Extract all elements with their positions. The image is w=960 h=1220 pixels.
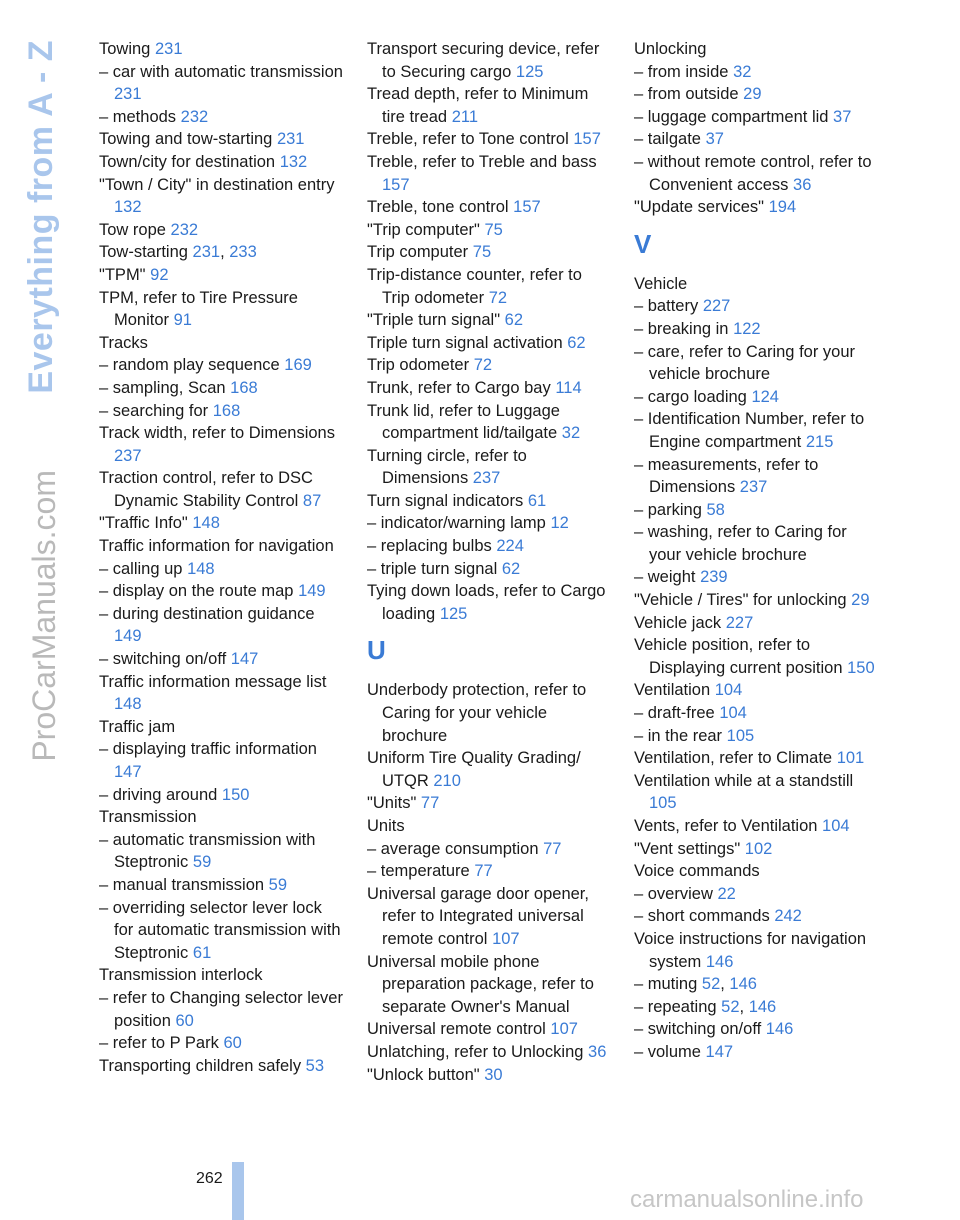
index-entry bbox=[99, 467, 344, 512]
page-ref-link[interactable]: 77 bbox=[420, 794, 440, 813]
entry-text: Uniform Tire Quality Grading/ UTQR bbox=[367, 749, 581, 790]
index-entry bbox=[367, 151, 612, 196]
page-ref-link[interactable]: 92 bbox=[150, 265, 169, 284]
entry-text: – muting bbox=[634, 975, 698, 994]
page-ref-link[interactable]: 125 bbox=[439, 604, 468, 623]
entry-text: – draft-free bbox=[634, 704, 715, 723]
entry-text: Towing bbox=[99, 40, 151, 58]
index-entry bbox=[99, 648, 344, 671]
page-ref-link[interactable]: 104 bbox=[822, 817, 850, 835]
page-ref-link[interactable]: 72 bbox=[473, 356, 493, 375]
entry-text: – from outside bbox=[634, 85, 739, 104]
page-ref-link[interactable]: 157 bbox=[382, 175, 410, 194]
page-ref-link[interactable]: 237 bbox=[739, 478, 768, 497]
index-entry bbox=[99, 512, 344, 535]
index-entry bbox=[367, 558, 612, 581]
page-ref-link[interactable]: 62 bbox=[504, 311, 524, 330]
index-entry bbox=[634, 566, 879, 589]
index-entry bbox=[99, 38, 344, 61]
entry-text: – from inside bbox=[634, 62, 729, 81]
page-ref-link[interactable]: 102 bbox=[744, 839, 773, 858]
page-ref-link[interactable]: 87 bbox=[302, 491, 322, 510]
entry-text: "Triple turn signal" bbox=[367, 311, 501, 330]
page-ref-link[interactable]: 59 bbox=[192, 853, 212, 872]
index-entry bbox=[99, 784, 344, 807]
page-ref-link[interactable]: 149 bbox=[114, 627, 142, 646]
entry-text: Town/city for destination bbox=[99, 152, 276, 171]
index-entry bbox=[367, 241, 612, 264]
index-entry bbox=[367, 128, 612, 151]
entry-text: – parking bbox=[634, 500, 702, 519]
page-ref-link[interactable]: 36 bbox=[588, 1042, 607, 1061]
index-entry bbox=[634, 589, 879, 612]
index-entry bbox=[99, 174, 344, 219]
page-ref-link[interactable]: 101 bbox=[836, 749, 865, 768]
entry-text: "Update services" bbox=[634, 198, 765, 217]
entry-text: – temperature bbox=[367, 862, 470, 881]
entry-text: Universal garage door opener, refer to Integrated universal remote control bbox=[367, 884, 589, 948]
entry-text: – care, refer to Caring for your vehicle brochure bbox=[634, 342, 856, 384]
page-ref-link[interactable]: 77 bbox=[474, 862, 493, 881]
entry-text: – switching on/off bbox=[634, 1020, 762, 1039]
page-ref-link[interactable]: 147 bbox=[705, 1042, 734, 1061]
entry-text: Vehicle jack bbox=[634, 613, 722, 632]
index-entry bbox=[99, 558, 344, 581]
page-ref-link[interactable]: 211 bbox=[451, 107, 479, 126]
entry-text: Tow-starting bbox=[99, 243, 188, 262]
entry-text: Underbody protection, refer to Caring for your vehicle brochure bbox=[367, 681, 587, 745]
page-ref-link[interactable]: 239 bbox=[700, 568, 728, 587]
entry-text: Traffic information for navigation bbox=[99, 537, 334, 556]
site-watermark: ProCarManuals.com bbox=[26, 470, 62, 762]
entry-text: – washing, refer to Caring for your vehicle brochure bbox=[634, 523, 847, 564]
entry-text: Turn signal indicators bbox=[367, 491, 524, 510]
entry-text: "Units" bbox=[367, 794, 417, 813]
index-entry bbox=[634, 725, 879, 748]
page-ref-link[interactable]: 62 bbox=[501, 559, 521, 578]
entry-text: – battery bbox=[634, 297, 699, 316]
page-ref-link[interactable]: 194 bbox=[768, 198, 797, 217]
page-ref-link[interactable]: 132 bbox=[279, 152, 308, 171]
page-ref-link[interactable]: 237 bbox=[472, 469, 501, 488]
page-ref-link[interactable]: 150 bbox=[847, 658, 875, 677]
index-entry bbox=[99, 987, 344, 1032]
index-entry bbox=[367, 535, 612, 558]
entry-text: Transmission bbox=[99, 808, 197, 827]
page-ref-link[interactable]: 37 bbox=[705, 130, 724, 149]
index-entry bbox=[99, 671, 344, 716]
index-entry bbox=[367, 1018, 612, 1041]
page-ref-link[interactable]: 169 bbox=[284, 356, 312, 375]
index-entry: Tow-starting 231, 233 bbox=[99, 243, 257, 262]
page-ref-link[interactable]: 29 bbox=[743, 85, 762, 104]
index-column-1 bbox=[99, 38, 344, 1077]
entry-text: – breaking in bbox=[634, 319, 729, 338]
page-ref-link[interactable]: 52 bbox=[721, 997, 740, 1016]
entry-text: Voice commands bbox=[634, 862, 760, 881]
index-entry bbox=[99, 874, 344, 897]
page-ref-link[interactable]: 224 bbox=[496, 537, 524, 556]
entry-text: "Vent settings" bbox=[634, 839, 741, 858]
page-ref-link[interactable]: 231 bbox=[154, 40, 183, 58]
page-ref-link[interactable]: 227 bbox=[725, 613, 754, 632]
page-ref-link[interactable]: 75 bbox=[484, 220, 503, 239]
index-entry: – muting 52, 146 bbox=[634, 975, 757, 994]
page-number: 262 bbox=[196, 1170, 223, 1187]
page-ref-link[interactable]: 37 bbox=[833, 107, 852, 126]
entry-text: – automatic transmission with Steptronic bbox=[99, 830, 316, 872]
entry-text: Track width, refer to Dimensions bbox=[99, 424, 335, 443]
page-ref-link[interactable]: 231 bbox=[276, 130, 305, 149]
page-ref-link[interactable]: 237 bbox=[114, 446, 142, 465]
page-ref-link[interactable]: 30 bbox=[484, 1065, 503, 1084]
entry-text: Vehicle position, refer to Displaying current position bbox=[634, 636, 843, 677]
index-entry bbox=[634, 499, 879, 522]
page-ref-link[interactable]: 104 bbox=[714, 681, 743, 700]
index-entry bbox=[634, 679, 879, 702]
page-ref-link[interactable]: 150 bbox=[221, 785, 250, 804]
entry-text: "Traffic Info" bbox=[99, 514, 188, 533]
page-ref-link[interactable]: 146 bbox=[729, 975, 757, 994]
index-entry bbox=[634, 815, 879, 838]
index-entry bbox=[99, 377, 344, 400]
index-entry bbox=[367, 219, 612, 242]
page-ref-link[interactable]: 77 bbox=[543, 839, 562, 858]
letter-heading: U bbox=[367, 635, 386, 666]
index-entry bbox=[367, 747, 612, 792]
index-entry bbox=[367, 860, 612, 883]
index-entry bbox=[634, 128, 879, 151]
index-entry bbox=[634, 928, 879, 973]
page-ref-link[interactable]: 233 bbox=[229, 243, 257, 262]
entry-text: – searching for bbox=[99, 401, 209, 420]
page-ref-link[interactable]: 132 bbox=[114, 198, 142, 217]
page-ref-link[interactable]: 157 bbox=[513, 198, 541, 217]
page-ref-link[interactable]: 107 bbox=[492, 929, 520, 948]
page-ref-link[interactable]: 242 bbox=[774, 907, 802, 926]
entry-text: Tracks bbox=[99, 333, 148, 352]
page-ref-link[interactable]: 149 bbox=[298, 582, 326, 601]
index-entry bbox=[634, 341, 879, 386]
entry-text: Treble, tone control bbox=[367, 198, 509, 217]
page-ref-link[interactable]: 168 bbox=[212, 401, 241, 420]
index-entry bbox=[99, 897, 344, 965]
page-ref-link[interactable]: 114 bbox=[555, 378, 582, 397]
index-entry bbox=[634, 702, 879, 725]
index-entry bbox=[99, 716, 344, 739]
index-column-3 bbox=[634, 38, 879, 1064]
index-entry bbox=[634, 634, 879, 679]
entry-text: – volume bbox=[634, 1042, 701, 1061]
index-entry bbox=[99, 354, 344, 377]
page-ref-link[interactable]: 105 bbox=[726, 726, 755, 745]
index-entry bbox=[634, 61, 879, 84]
page-ref-link[interactable]: 60 bbox=[175, 1011, 194, 1030]
page-ref-link[interactable]: 148 bbox=[114, 695, 142, 714]
entry-text: "Vehicle / Tires" for unlocking bbox=[634, 591, 847, 610]
index-entry bbox=[99, 128, 344, 151]
entry-text: Traction control, refer to DSC Dynamic Stability Control bbox=[99, 469, 313, 510]
index-entry bbox=[367, 83, 612, 128]
index-entry bbox=[634, 1041, 879, 1064]
page-ref-link[interactable]: 231 bbox=[192, 243, 221, 262]
entry-text: "Trip computer" bbox=[367, 220, 480, 239]
section-title: Everything from A - Z bbox=[22, 40, 60, 394]
entry-text: Unlocking bbox=[634, 40, 707, 58]
index-entry bbox=[634, 196, 879, 219]
index-entry bbox=[367, 354, 612, 377]
page-ref-link[interactable]: 32 bbox=[561, 424, 581, 443]
entry-text: Units bbox=[367, 817, 405, 835]
index-entry bbox=[99, 1055, 344, 1078]
page-ref-link[interactable]: 53 bbox=[305, 1056, 325, 1075]
index-entry bbox=[99, 422, 344, 467]
index-entry bbox=[99, 106, 344, 129]
page-ref-link[interactable]: 61 bbox=[527, 491, 547, 510]
entry-text: – sampling, Scan bbox=[99, 378, 226, 397]
entry-text: – triple turn signal bbox=[367, 559, 498, 578]
entry-text: – weight bbox=[634, 568, 696, 587]
entry-text: – methods bbox=[99, 107, 177, 126]
entry-text: – display on the route map bbox=[99, 582, 294, 601]
entry-text: Turning circle, refer to Dimensions bbox=[367, 446, 527, 488]
entry-text: Trunk lid, refer to Luggage compartment lid/tailgate bbox=[367, 401, 560, 443]
entry-text: Trip-distance counter, refer to Trip odometer bbox=[367, 265, 582, 307]
index-entry bbox=[634, 747, 879, 770]
page-ref-link[interactable]: 210 bbox=[433, 771, 461, 790]
index-entry bbox=[634, 106, 879, 129]
page-ref-link[interactable]: 124 bbox=[751, 387, 779, 406]
index-entry bbox=[99, 580, 344, 603]
letter-heading: V bbox=[634, 228, 652, 259]
index-entry bbox=[634, 521, 879, 566]
index-entry bbox=[99, 151, 344, 174]
page-ref-link[interactable]: 232 bbox=[170, 220, 199, 239]
page-ref-link[interactable]: 146 bbox=[705, 952, 734, 971]
page-ref-link[interactable]: 227 bbox=[702, 297, 731, 316]
index-entry bbox=[99, 264, 344, 287]
index-entry bbox=[99, 738, 344, 783]
index-entry bbox=[99, 806, 344, 829]
index-entry bbox=[634, 295, 879, 318]
page-ref-link[interactable]: 107 bbox=[550, 1020, 578, 1039]
index-entry bbox=[367, 512, 612, 535]
index-entry bbox=[634, 38, 879, 61]
index-entry bbox=[634, 151, 879, 196]
entry-text: – calling up bbox=[99, 559, 183, 578]
index-entry bbox=[367, 951, 612, 1019]
page-ref-link[interactable]: 157 bbox=[573, 130, 601, 149]
entry-text: – repeating bbox=[634, 997, 717, 1016]
entry-text: – tailgate bbox=[634, 130, 701, 149]
index-entry bbox=[367, 309, 612, 332]
entry-text: – displaying traffic information bbox=[99, 740, 317, 759]
index-column-2 bbox=[367, 38, 612, 1086]
index-entry bbox=[99, 829, 344, 874]
index-entry bbox=[634, 838, 879, 861]
entry-text: "Unlock button" bbox=[367, 1065, 480, 1084]
entry-text: TPM, refer to Tire Pressure Monitor bbox=[99, 288, 298, 330]
index-entry bbox=[634, 83, 879, 106]
page-ref-link[interactable]: 59 bbox=[268, 875, 288, 894]
page-ref-link[interactable]: 60 bbox=[223, 1034, 242, 1053]
index-entry bbox=[99, 332, 344, 355]
page-ref-link[interactable]: 147 bbox=[114, 763, 142, 781]
entry-text: – indicator/warning lamp bbox=[367, 514, 546, 533]
page-accent-bar bbox=[232, 1162, 244, 1220]
page-ref-link[interactable]: 148 bbox=[187, 559, 215, 578]
entry-text: Traffic information message list bbox=[99, 672, 327, 691]
entry-text: Towing and tow-starting bbox=[99, 130, 273, 149]
index-entry bbox=[367, 196, 612, 219]
page-ref-link[interactable]: 75 bbox=[472, 243, 492, 262]
index-entry bbox=[367, 490, 612, 513]
entry-text: Ventilation bbox=[634, 681, 711, 700]
entry-text: – measurements, refer to Dimensions bbox=[634, 455, 819, 497]
index-entry bbox=[367, 38, 612, 83]
entry-text: Vents, refer to Ventilation bbox=[634, 817, 818, 835]
entry-text: – driving around bbox=[99, 785, 218, 804]
index-entry bbox=[367, 445, 612, 490]
entry-text: Tow rope bbox=[99, 220, 166, 239]
page-ref-link[interactable]: 62 bbox=[567, 333, 586, 352]
entry-text: Transmission interlock bbox=[99, 966, 263, 985]
entry-text: – without remote control, refer to Convenient access bbox=[634, 152, 872, 194]
entry-text: – Identification Number, refer to Engine compartment bbox=[634, 410, 865, 451]
index-entry bbox=[634, 318, 879, 341]
index-entry bbox=[99, 61, 344, 106]
index-entry bbox=[634, 1018, 879, 1041]
page-ref-link[interactable]: 231 bbox=[114, 85, 142, 104]
entry-text: – overview bbox=[634, 884, 713, 903]
entry-text: Triple turn signal activation bbox=[367, 333, 563, 352]
entry-text: Traffic jam bbox=[99, 717, 176, 736]
entry-text: Universal remote control bbox=[367, 1020, 546, 1039]
page-ref-link[interactable]: 146 bbox=[765, 1020, 794, 1039]
entry-text: Transport securing device, refer to Securing cargo bbox=[367, 40, 600, 81]
index-entry bbox=[99, 400, 344, 423]
index-entry bbox=[367, 792, 612, 815]
entry-text: – switching on/off bbox=[99, 650, 227, 669]
entry-text: Trip computer bbox=[367, 243, 469, 262]
index-entry bbox=[99, 287, 344, 332]
entry-text: – short commands bbox=[634, 907, 770, 926]
entry-text: – during destination guidance bbox=[99, 604, 315, 623]
entry-text: Trip odometer bbox=[367, 356, 470, 375]
index-entry bbox=[634, 273, 879, 296]
page-ref-link[interactable]: 104 bbox=[719, 704, 747, 723]
index-entry bbox=[99, 219, 344, 242]
entry-text: – refer to Changing selector lever position bbox=[99, 988, 343, 1030]
index-entry bbox=[367, 1041, 612, 1064]
entry-text: Vehicle bbox=[634, 274, 688, 293]
index-entry bbox=[367, 1064, 612, 1087]
index-entry bbox=[99, 535, 344, 558]
entry-text: – replacing bulbs bbox=[367, 537, 492, 556]
index-entry bbox=[634, 612, 879, 635]
entry-text: Tread depth, refer to Minimum tire tread bbox=[367, 85, 589, 126]
entry-text: – random play sequence bbox=[99, 356, 280, 375]
entry-text: Transporting children safely bbox=[99, 1056, 302, 1075]
entry-text: – manual transmission bbox=[99, 875, 265, 894]
index-entry bbox=[634, 883, 879, 906]
index-entry bbox=[634, 905, 879, 928]
page-ref-link[interactable]: 105 bbox=[649, 794, 677, 813]
index-entry bbox=[634, 454, 879, 499]
footer-watermark: carmanualsonline.info bbox=[630, 1186, 864, 1213]
index-entry bbox=[634, 770, 879, 815]
page-ref-link[interactable]: 232 bbox=[180, 107, 209, 126]
entry-text: – overriding selector lever lock for automatic transmission with Steptronic bbox=[99, 898, 341, 962]
index-entry bbox=[367, 883, 612, 951]
page-ref-link[interactable]: 32 bbox=[733, 62, 752, 81]
entry-text: – average consumption bbox=[367, 839, 539, 858]
entry-text: Ventilation, refer to Climate bbox=[634, 749, 833, 768]
entry-text: Universal mobile phone preparation package, refer to separate Owner's Manual bbox=[367, 952, 594, 1016]
entry-text: Unlatching, refer to Unlocking bbox=[367, 1042, 584, 1061]
page-ref-link[interactable]: 61 bbox=[192, 943, 212, 962]
page-ref-link[interactable]: 22 bbox=[717, 884, 736, 903]
entry-text: – car with automatic transmission bbox=[99, 62, 343, 81]
index-entry bbox=[99, 1032, 344, 1055]
page-ref-link[interactable]: 72 bbox=[488, 288, 508, 307]
entry-text: "TPM" bbox=[99, 265, 146, 284]
page-ref-link[interactable]: 168 bbox=[230, 378, 258, 397]
entry-text: – in the rear bbox=[634, 726, 723, 745]
index-entry bbox=[367, 400, 612, 445]
page-ref-link[interactable]: 58 bbox=[706, 500, 725, 519]
entry-text: – luggage compartment lid bbox=[634, 107, 829, 126]
index-entry bbox=[367, 332, 612, 355]
index-entry bbox=[367, 580, 612, 625]
entry-text: Treble, refer to Treble and bass bbox=[367, 152, 597, 171]
entry-text: Treble, refer to Tone control bbox=[367, 130, 569, 149]
page-ref-link[interactable]: 52 bbox=[701, 975, 721, 994]
index-entry bbox=[634, 386, 879, 409]
index-entry bbox=[367, 838, 612, 861]
entry-text: Ventilation while at a standstill bbox=[634, 771, 854, 790]
entry-text: Voice instructions for navigation system bbox=[634, 929, 867, 971]
page-ref-link[interactable]: 146 bbox=[748, 997, 777, 1016]
page-ref-link[interactable]: 147 bbox=[230, 650, 259, 669]
page-ref-link[interactable]: 36 bbox=[793, 175, 812, 194]
index-entry bbox=[99, 964, 344, 987]
index-entry bbox=[99, 603, 344, 648]
entry-text: Tying down loads, refer to Cargo loading bbox=[367, 582, 606, 623]
entry-text: Trunk, refer to Cargo bay bbox=[367, 378, 551, 397]
page-ref-link[interactable]: 29 bbox=[851, 591, 870, 610]
entry-text: "Town / City" in destination entry bbox=[99, 175, 335, 194]
entry-text: – cargo loading bbox=[634, 387, 747, 406]
index-entry bbox=[367, 264, 612, 309]
index-entry bbox=[367, 815, 612, 838]
index-entry: – repeating 52, 146 bbox=[634, 997, 777, 1016]
page-ref-link[interactable]: 125 bbox=[515, 62, 544, 81]
page-ref-link[interactable]: 91 bbox=[173, 311, 192, 330]
page-ref-link[interactable]: 12 bbox=[550, 514, 569, 533]
index-entry bbox=[634, 860, 879, 883]
page-ref-link[interactable]: 215 bbox=[805, 432, 834, 451]
index-entry bbox=[367, 679, 612, 747]
page-ref-link[interactable]: 148 bbox=[192, 514, 220, 533]
page-ref-link[interactable]: 122 bbox=[733, 319, 761, 338]
index-entry bbox=[634, 408, 879, 453]
index-entry bbox=[367, 377, 612, 400]
entry-text: – refer to P Park bbox=[99, 1034, 219, 1053]
